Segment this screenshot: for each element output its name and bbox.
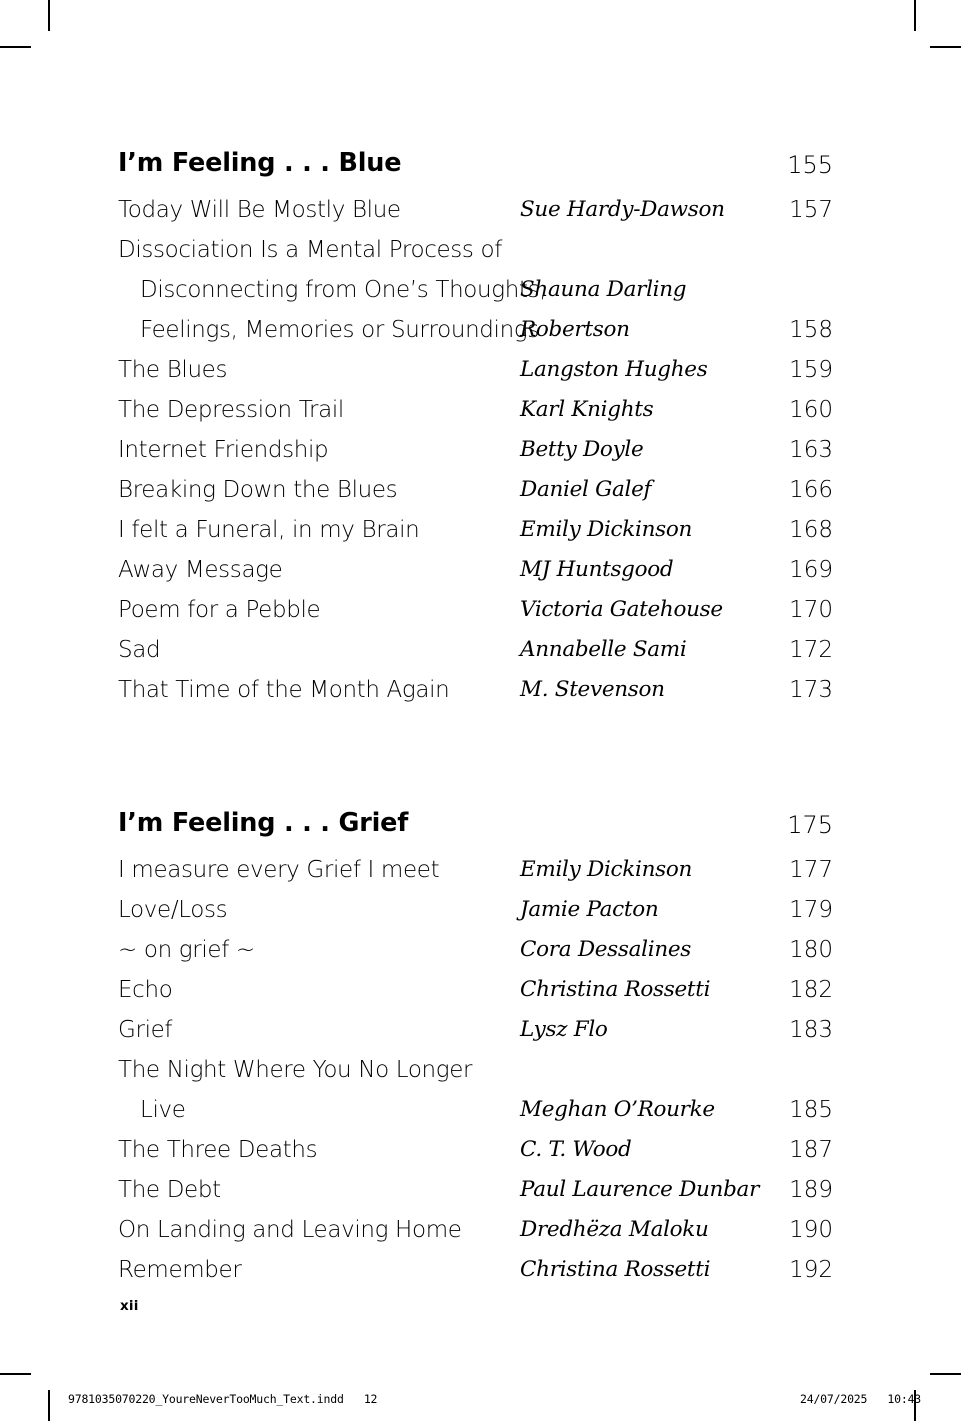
toc-entry — [118, 390, 833, 430]
entry-author: Sue Hardy-Dawson — [520, 197, 725, 222]
entry-page-number: 183 — [789, 1017, 833, 1043]
toc-entry — [118, 630, 833, 670]
entry-page-number: 158 — [789, 317, 833, 343]
entry-page-number: 177 — [789, 857, 833, 883]
section-heading-title: I’m Feeling . . . Blue — [118, 148, 402, 178]
entry-author: Paul Laurence Dunbar — [520, 1177, 760, 1202]
entry-author: Shauna Darling — [520, 277, 687, 302]
toc-section-grief — [118, 808, 833, 1290]
print-slug-filename: 9781035070220_YoureNeverTooMuch_Text.indd 12 — [68, 1392, 378, 1406]
entry-title-line: The Night Where You No Longer — [118, 1057, 473, 1083]
toc-entry — [118, 1010, 833, 1050]
entry-title: That Time of the Month Again — [118, 677, 450, 703]
entry-author: Betty Doyle — [520, 437, 644, 462]
entry-author: MJ Huntsgood — [520, 557, 674, 582]
entry-page-number: 168 — [789, 517, 833, 543]
toc-entry — [118, 350, 833, 390]
entry-title: Grief — [118, 1017, 173, 1043]
entry-title: Breaking Down the Blues — [118, 477, 398, 503]
section-heading-row — [118, 148, 833, 190]
entry-title: ~ on grief ~ — [118, 937, 255, 963]
entry-title-line: Live — [140, 1097, 186, 1123]
toc-entry — [118, 1050, 833, 1130]
entry-author: Karl Knights — [520, 397, 654, 422]
entry-title: The Depression Trail — [118, 397, 344, 423]
toc-section-blue — [118, 148, 833, 710]
entry-page-number: 185 — [789, 1097, 833, 1123]
entry-title: The Three Deaths — [118, 1137, 318, 1163]
entry-author: Daniel Galef — [520, 477, 652, 502]
toc-entry — [118, 930, 833, 970]
entry-title: Away Message — [118, 557, 283, 583]
toc-entry — [118, 970, 833, 1010]
toc-entry — [118, 230, 833, 350]
print-slug-timestamp: 24/07/2025 10:43 — [800, 1392, 922, 1406]
entry-page-number: 160 — [789, 397, 833, 423]
entry-page-number: 166 — [789, 477, 833, 503]
toc-entry — [118, 430, 833, 470]
entry-page-number: 180 — [789, 937, 833, 963]
entry-page-number: 170 — [789, 597, 833, 623]
toc-entry — [118, 590, 833, 630]
entry-author: Christina Rossetti — [520, 1257, 711, 1282]
entry-author: Jamie Pacton — [520, 897, 659, 922]
toc-entry — [118, 1250, 833, 1290]
entry-title: The Blues — [118, 357, 228, 383]
table-of-contents — [118, 148, 833, 1290]
toc-entry — [118, 850, 833, 890]
entry-title: On Landing and Leaving Home — [118, 1217, 462, 1243]
toc-entry — [118, 890, 833, 930]
entry-page-number: 159 — [789, 357, 833, 383]
entry-title — [118, 230, 547, 350]
toc-entry — [118, 1130, 833, 1170]
entry-author: Emily Dickinson — [520, 517, 693, 542]
entry-page-number: 179 — [789, 897, 833, 923]
entry-title: The Debt — [118, 1177, 221, 1203]
page-folio: xii — [120, 1298, 139, 1314]
entry-title: Love/Loss — [118, 897, 228, 923]
entry-title: Echo — [118, 977, 173, 1003]
entry-author: Emily Dickinson — [520, 857, 693, 882]
entry-page-number: 192 — [789, 1257, 833, 1283]
toc-entry — [118, 670, 833, 710]
entry-page-number: 190 — [789, 1217, 833, 1243]
entry-author: M. Stevenson — [520, 677, 665, 702]
entry-title: I felt a Funeral, in my Brain — [118, 517, 420, 543]
entry-author: Dredhëza Maloku — [520, 1217, 709, 1242]
entry-page-number: 182 — [789, 977, 833, 1003]
entry-author: Christina Rossetti — [520, 977, 711, 1002]
toc-entry — [118, 1170, 833, 1210]
entry-title-line: Dissociation Is a Mental Process of — [118, 237, 502, 263]
entry-author: Victoria Gatehouse — [520, 597, 723, 622]
section-heading-title: I’m Feeling . . . Grief — [118, 808, 409, 838]
section-heading-row — [118, 808, 833, 850]
entry-page-number: 187 — [789, 1137, 833, 1163]
entry-title-line: Disconnecting from One’s Thoughts, — [140, 277, 547, 303]
entry-page-number: 172 — [789, 637, 833, 663]
entry-author: Langston Hughes — [520, 357, 708, 382]
entry-author: Meghan O’Rourke — [520, 1097, 715, 1122]
entry-page-number: 157 — [789, 197, 833, 223]
entry-author: C. T. Wood — [520, 1137, 632, 1162]
toc-entry — [118, 190, 833, 230]
toc-entry — [118, 550, 833, 590]
entry-author: Cora Dessalines — [520, 937, 692, 962]
entry-title: Sad — [118, 637, 161, 663]
entry-page-number: 163 — [789, 437, 833, 463]
entry-title: Poem for a Pebble — [118, 597, 321, 623]
section-heading-page-number: 155 — [787, 151, 833, 179]
entry-title — [118, 1050, 520, 1130]
entry-title: Today Will Be Mostly Blue — [118, 197, 401, 223]
entry-author: Robertson — [520, 317, 630, 342]
entry-title-line: Feelings, Memories or Surroundings — [140, 317, 539, 343]
toc-entry — [118, 510, 833, 550]
entry-title: Internet Friendship — [118, 437, 329, 463]
entry-page-number: 189 — [789, 1177, 833, 1203]
entry-title: I measure every Grief I meet — [118, 857, 440, 883]
toc-entry — [118, 470, 833, 510]
entry-page-number: 169 — [789, 557, 833, 583]
entry-author: Annabelle Sami — [520, 637, 687, 662]
entry-title: Remember — [118, 1257, 242, 1283]
section-heading-page-number: 175 — [787, 811, 833, 839]
toc-entry — [118, 1210, 833, 1250]
entry-page-number: 173 — [789, 677, 833, 703]
entry-author: Lysz Flo — [520, 1017, 608, 1042]
